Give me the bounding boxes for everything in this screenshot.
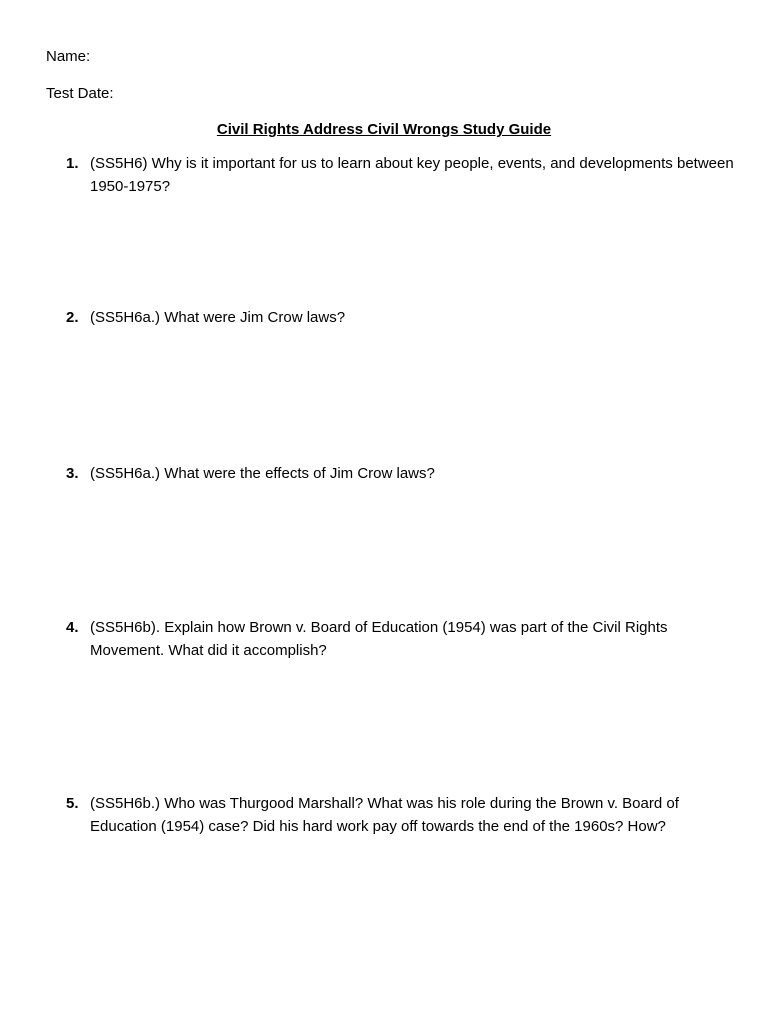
question-number: 3. bbox=[66, 465, 79, 482]
question-item bbox=[66, 306, 736, 329]
question-item bbox=[66, 792, 736, 838]
question-text: (SS5H6a.) What were Jim Crow laws? bbox=[90, 309, 346, 326]
question-number: 1. bbox=[66, 155, 79, 172]
question-number: 2. bbox=[66, 309, 79, 326]
question-number: 5. bbox=[66, 795, 79, 812]
question-text: (SS5H6b.) Who was Thurgood Marshall? What was his role during the Brown v. Board of Education (1954) case? Did his hard work pay off towards the end of the 1960s? How? bbox=[90, 795, 679, 835]
page-title: Civil Rights Address Civil Wrongs Study Guide bbox=[216, 121, 552, 138]
question-item bbox=[66, 152, 736, 198]
question-number: 4. bbox=[66, 619, 79, 636]
question-text: (SS5H6a.) What were the effects of Jim Crow laws? bbox=[90, 465, 435, 482]
test-date-label: Test Date: bbox=[46, 85, 114, 102]
question-item bbox=[66, 616, 736, 662]
name-label: Name: bbox=[46, 48, 91, 65]
question-item bbox=[66, 462, 736, 485]
question-text: (SS5H6b). Explain how Brown v. Board of Education (1954) was part of the Civil Rights Movement. What did it accomplish? bbox=[90, 619, 668, 659]
question-text: (SS5H6) Why is it important for us to learn about key people, events, and developments between 1950-1975? bbox=[90, 155, 734, 195]
